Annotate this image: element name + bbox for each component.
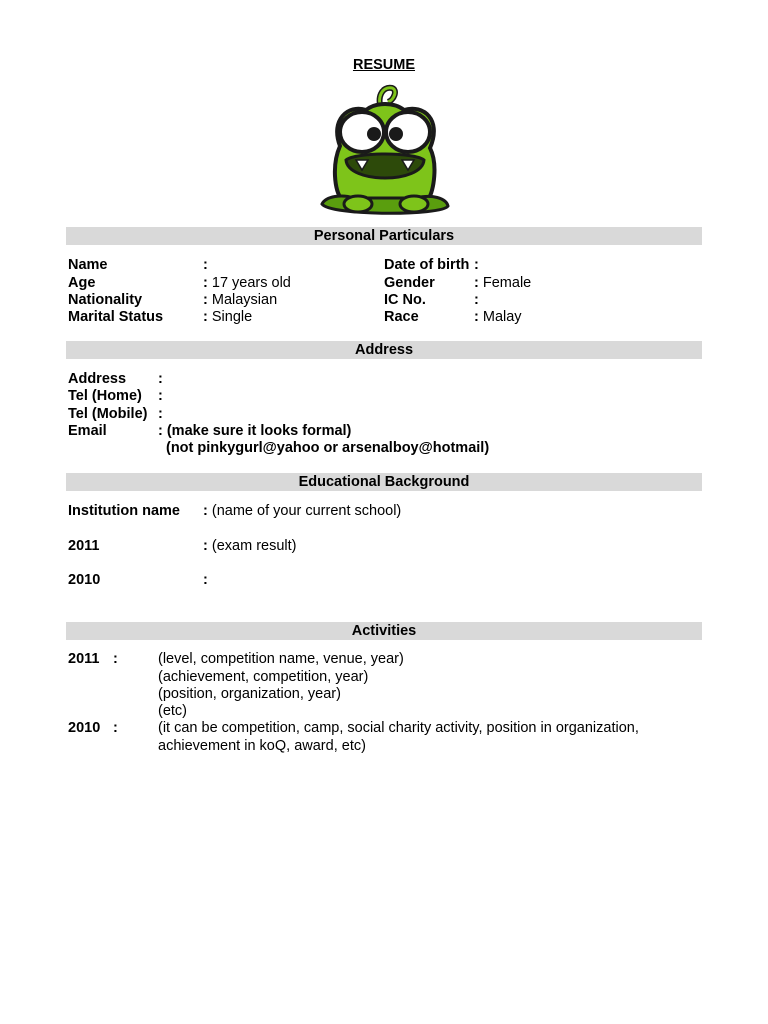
tel-home-value: : <box>158 388 163 404</box>
nationality-value: : Malaysian <box>203 292 278 308</box>
activities-2011-line: (position, organization, year) <box>158 686 341 702</box>
email-label: Email <box>68 423 107 439</box>
activities-2011-line: (etc) <box>158 703 187 719</box>
activities-2011-line: (achievement, competition, year) <box>158 669 369 685</box>
section-header-address: Address <box>66 341 702 359</box>
gender-label: Gender <box>384 275 435 291</box>
education-2010-value: : <box>203 572 208 588</box>
dob-label: Date of birth <box>384 257 470 273</box>
institution-value: : (name of your current school) <box>203 503 402 519</box>
activities-2011-label: 2011 <box>68 651 100 667</box>
gender-value: : Female <box>474 275 532 291</box>
marital-label: Marital Status <box>68 309 164 325</box>
section-header-education: Educational Background <box>66 473 702 491</box>
activities-2011-colon: : <box>113 651 118 667</box>
education-2011-label: 2011 <box>68 538 100 554</box>
section-header-personal: Personal Particulars <box>66 227 702 245</box>
ic-label: IC No. <box>384 292 426 308</box>
ic-value: : <box>474 292 479 308</box>
address-value: : <box>158 371 163 387</box>
institution-label: Institution name <box>68 503 180 519</box>
education-2011-value: : (exam result) <box>203 538 297 554</box>
activities-2010-colon: : <box>113 720 118 736</box>
page-title: RESUME <box>352 57 416 73</box>
activities-2011-line: (level, competition name, venue, year) <box>158 651 404 667</box>
section-header-activities: Activities <box>66 622 702 640</box>
green-candy-monster-icon <box>316 80 454 222</box>
activities-2010-label: 2010 <box>68 720 101 736</box>
email-note: (not pinkygurl@yahoo or arsenalboy@hotmail) <box>166 440 490 456</box>
education-2010-label: 2010 <box>68 572 101 588</box>
nationality-label: Nationality <box>68 292 143 308</box>
tel-home-label: Tel (Home) <box>68 388 142 404</box>
marital-value: : Single <box>203 309 253 325</box>
race-value: : Malay <box>474 309 522 325</box>
tel-mobile-value: : <box>158 406 163 422</box>
name-label: Name <box>68 257 108 273</box>
dob-value: : <box>474 257 479 273</box>
race-label: Race <box>384 309 419 325</box>
email-value: : (make sure it looks formal) <box>158 423 352 439</box>
activities-2010-line: (it can be competition, camp, social charity activity, position in organization, <box>158 720 639 736</box>
activities-2010-line: achievement in koQ, award, etc) <box>158 738 366 754</box>
age-value: : 17 years old <box>203 275 291 291</box>
address-label: Address <box>68 371 127 387</box>
name-value: : <box>203 257 208 273</box>
tel-mobile-label: Tel (Mobile) <box>68 406 148 422</box>
age-label: Age <box>68 275 96 291</box>
